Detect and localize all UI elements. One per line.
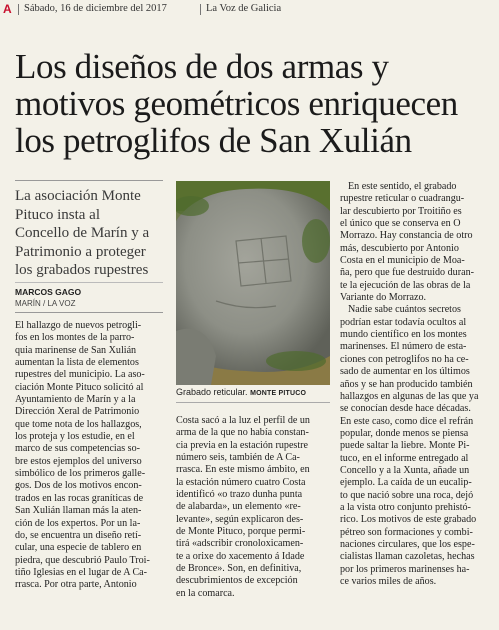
body-text-line: levante», según explicaron des-	[176, 513, 304, 525]
body-text-line: identificó «o trazo dunha punta	[176, 489, 303, 501]
body-text-line: puede saltar la liebre. Monte Pi-	[340, 440, 470, 452]
subhead-line: Concello de Marín y a	[15, 225, 150, 241]
body-text-line: En este caso, como dice el refrán	[340, 415, 474, 427]
body-text-line: de Bronce». Son, en definitiva,	[176, 563, 302, 575]
body-text-line: simbólico de los primeros galle-	[15, 468, 146, 480]
body-text-line: los proteja y los estudie, en el	[15, 431, 135, 443]
body-text-line: Concello y a la Xunta, añade un	[340, 464, 470, 476]
body-text-line: se conocían desde hace décadas.	[340, 403, 471, 415]
caption-text: Grabado reticular.	[176, 387, 248, 397]
body-text-line: El hallazgo de nuevos petrogli-	[15, 320, 142, 331]
body-text-line: a la vista otro conjunto prehistó-	[340, 501, 471, 513]
body-text-line: pétreo son formaciones y combi-	[340, 526, 473, 538]
article-photo	[176, 181, 330, 385]
body-text-line: popular, donde menos se piensa	[340, 427, 469, 439]
body-text-line: tuco, en el informe entregado al	[340, 452, 469, 464]
body-text-line: Variante do Morrazo.	[340, 292, 427, 304]
article-headline	[15, 48, 495, 159]
caption-rule	[176, 402, 330, 403]
body-text-line: do, se encuentra un diseño retí-	[15, 529, 142, 541]
body-text-line: rrasca. Por otra parte, Antonio	[15, 579, 137, 591]
body-text-line: número seis, también de A Ca-	[176, 452, 300, 464]
body-text-line: trados en las rocas graníticas de	[15, 492, 144, 504]
body-text-line: ce varios miles de años.	[340, 576, 437, 587]
body-text-line: te a orixe do xacemento á Idade	[176, 550, 305, 562]
body-text-line: bre estos ejemplos del universo	[15, 455, 142, 467]
page-header	[0, 0, 499, 18]
body-text-line: rrasca. En este mismo ámbito, en	[176, 464, 310, 476]
body-text-line: marinenses. El número de esta-	[340, 341, 467, 353]
subhead-line: Patrimonio a proteger	[15, 243, 146, 260]
body-text-line: rupestres del municipio. La aso-	[15, 369, 145, 381]
body-text-line: fos en los montes de la parro-	[15, 332, 135, 344]
body-text-line: mundo científico en los montes	[340, 329, 467, 341]
body-text-line: que tome nota de los hallazgos,	[15, 418, 142, 430]
body-text-line: en la comarca.	[176, 587, 235, 599]
body-text-line: cia previa en la estación rupestre	[176, 439, 308, 451]
body-text-line: Costa en el municipio de Moa-	[340, 255, 465, 267]
photo-credit: MONTE PITUCO	[250, 390, 307, 397]
headline-line: motivos geométricos enriquecen	[15, 84, 458, 123]
body-text-line: hallazgos en algunas de las que ya	[340, 390, 479, 402]
body-column-3	[340, 181, 496, 588]
body-text-line: cialistas llaman cazoletas, hechas	[340, 551, 475, 563]
subhead-rule	[15, 180, 163, 181]
body-text-line: la estación número cuatro Costa	[176, 476, 306, 488]
body-text-line: ción de los expertos. Por un la-	[15, 517, 141, 529]
body-text-line: descubrimientos de excepción	[176, 575, 298, 587]
body-text-line: Dirección Xeral de Patrimonio	[15, 406, 140, 418]
body-text-line: arma de la que no había constan-	[176, 427, 309, 439]
body-text-line: ciones con petroglifos no ha ce-	[340, 353, 469, 365]
body-text-line: de Monte Pituco, porque permi-	[176, 526, 306, 538]
body-text-line: Costa sacó a la luz el perfil de un	[176, 415, 310, 426]
body-text-line: sado de aumentar en los últimos	[340, 366, 470, 378]
body-text-line: el único que se conserva en O	[340, 218, 461, 230]
body-text-line: Ayuntamiento de Marín y a la	[15, 394, 136, 406]
subhead-line: los grabados rupestres	[15, 262, 149, 278]
dateline-location: MARÍN / LA VOZ	[15, 299, 76, 308]
headline-line: Los diseños de dos armas y	[15, 47, 389, 86]
article-subhead	[15, 187, 165, 280]
subhead-line: La asociación Monte	[15, 188, 141, 204]
body-column-1	[15, 320, 165, 592]
body-text-line: tiño Iglesias en el lugar de A Ca-	[15, 566, 148, 578]
body-text-line: años y se han producido también	[340, 378, 473, 390]
body-text-line: En este sentido, el grabado	[348, 181, 457, 192]
body-text-line: Nadie sabe cuántos secretos	[348, 304, 461, 316]
body-text-line: lar descubierto por Troitiño es	[340, 205, 462, 217]
body-text-line: quia marinense de San Xulián	[15, 344, 137, 356]
body-text-line: naciones circulares, que los espe-	[340, 538, 475, 550]
byline-rule	[15, 312, 163, 313]
body-text-line: ciación Monte Pituco solicitó al	[15, 381, 144, 393]
body-text-line: rico. Los motivos de este grabado	[340, 514, 477, 526]
body-text-line: podrían estar todavía ocultos al	[340, 316, 467, 328]
body-text-line: de alabarda», un elemento «re-	[176, 501, 301, 513]
headline-line: los petroglifos de San Xulián	[15, 121, 412, 160]
body-text-line: San Xulián llaman más la aten-	[15, 505, 142, 517]
body-text-line: marco de sus competencias so-	[15, 443, 141, 455]
body-text-line: ejemplo. La caída de un eucalip-	[340, 477, 472, 489]
body-text-line: rupestre reticular o cuadrangu-	[340, 193, 465, 205]
body-text-line: gos. Dos de los motivos encon-	[15, 480, 142, 492]
issue-date: Sábado, 16 de diciembre del 2017	[24, 3, 167, 14]
body-text-line: piedra, que descubrió Paulo Troi-	[15, 554, 150, 566]
subhead-line: Pituco insta al	[15, 206, 100, 223]
body-text-line: te la ejecución de las obras de la	[340, 279, 471, 291]
newspaper-name: La Voz de Galicia	[206, 3, 282, 14]
header-divider	[18, 4, 19, 15]
petroglyph-rock-image	[176, 181, 330, 385]
header-divider	[200, 4, 201, 15]
body-column-2	[176, 415, 331, 600]
body-text-line: to que nació sobre una roca, dejó	[340, 489, 474, 501]
body-text-line: ña, pero que fue destruido duran-	[340, 267, 474, 279]
body-text-line: más, descubierto por Antonio	[340, 242, 459, 254]
body-text-line: por los primeros marinenses ha-	[340, 563, 470, 575]
body-text-line: tirá «adscribir cronoloxicamen-	[176, 538, 304, 550]
body-text-line: cular, una especie de tablero en	[15, 542, 142, 554]
body-text-line: Morrazo. Hay constancia de otro	[340, 230, 473, 242]
author-byline: MARCOS GAGO	[15, 287, 82, 297]
photo-caption	[176, 387, 330, 401]
byline-rule	[15, 282, 163, 283]
body-text-line: aumentan la lista de elementos	[15, 357, 139, 369]
section-mark: A	[3, 2, 12, 16]
